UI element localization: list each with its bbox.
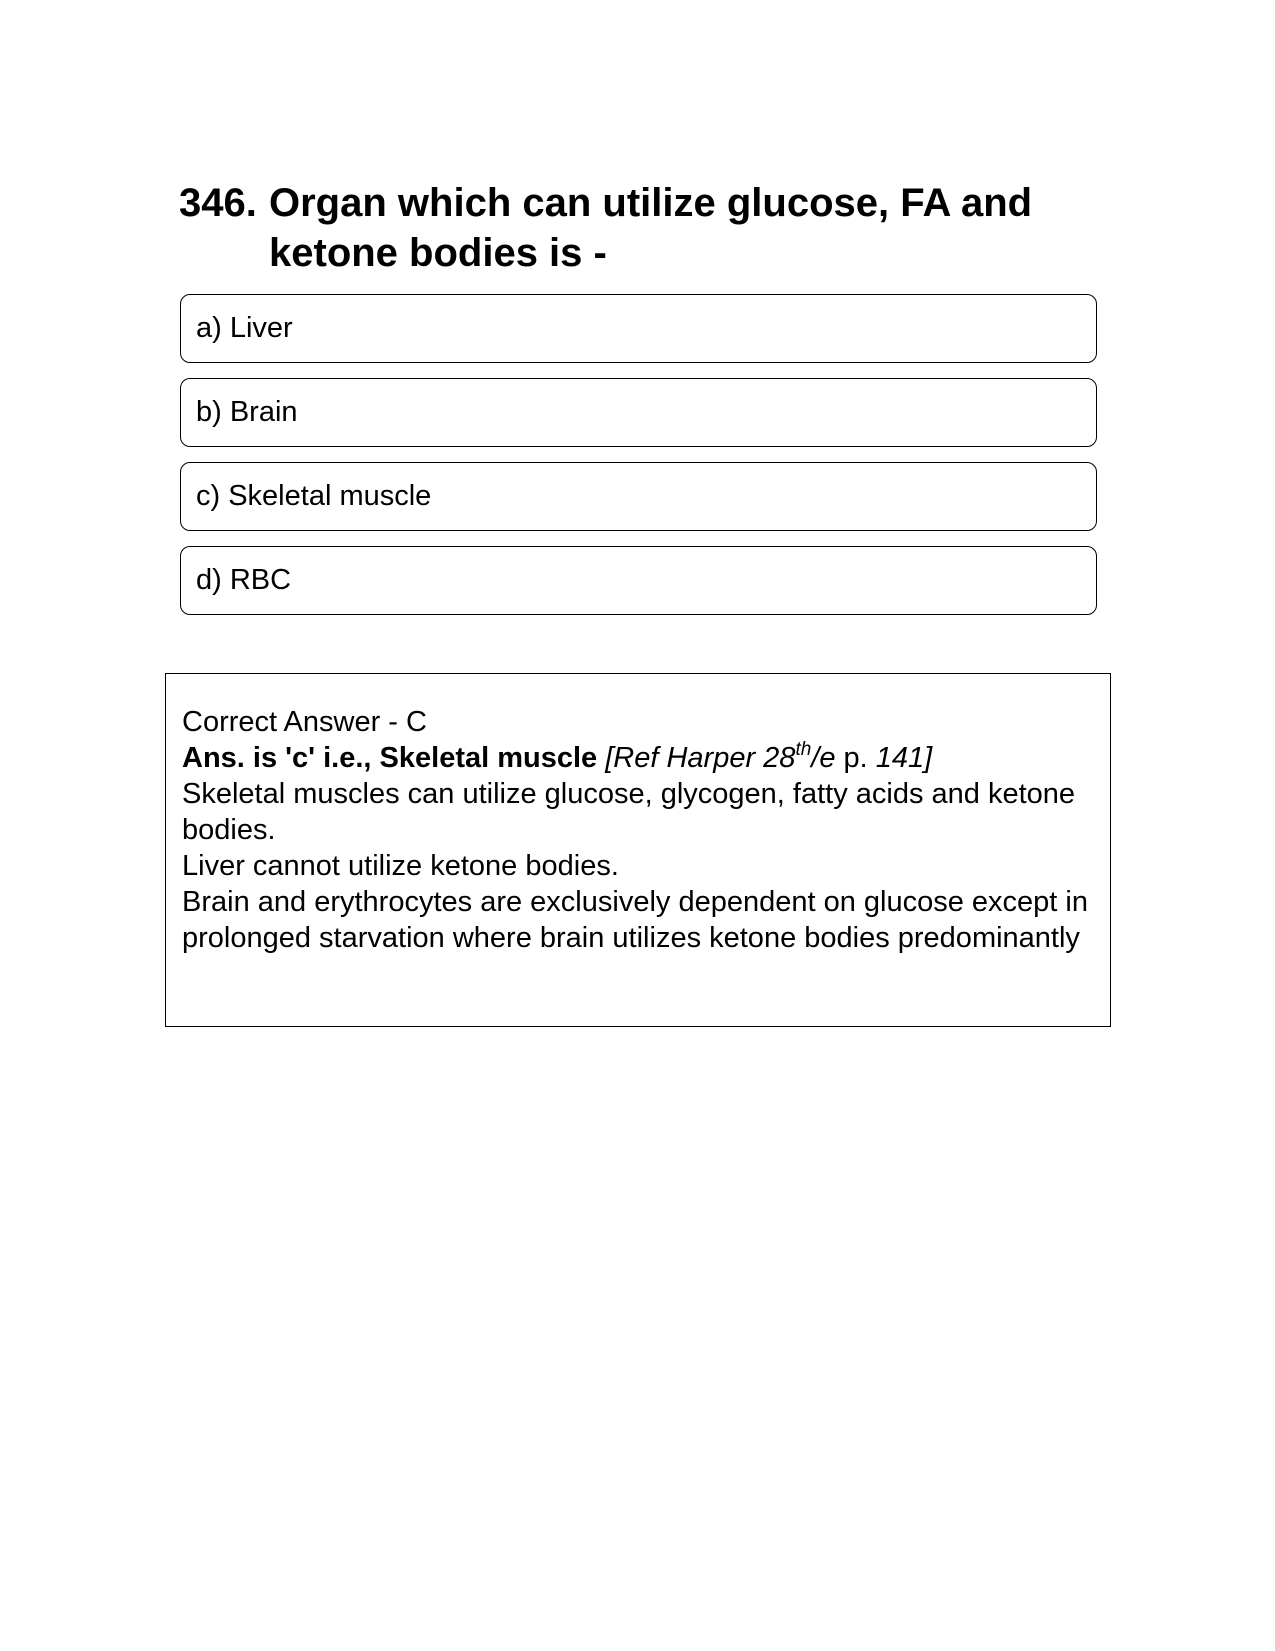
option-a[interactable]: a) Liver	[180, 294, 1097, 363]
reference-open: [Ref Harper 28	[605, 742, 796, 774]
correct-answer-line: Correct Answer - C	[182, 706, 427, 738]
reference-superscript: th	[795, 739, 812, 760]
explanation-line-2: Liver cannot utilize ketone bodies.	[182, 850, 619, 882]
answer-reference-line	[182, 740, 1094, 776]
option-d[interactable]: d) RBC	[180, 546, 1097, 615]
answer-explanation-box	[165, 673, 1111, 1027]
answer-statement: Ans. is 'c' i.e., Skeletal muscle	[182, 742, 598, 774]
reference-page: 141]	[875, 742, 933, 774]
question-text: Organ which can utilize glucose, FA and ketone bodies is -	[269, 181, 1033, 275]
reference-page-prefix: p.	[835, 742, 876, 774]
explanation-line-1: Skeletal muscles can utilize glucose, glycogen, fatty acids and ketone bodies.	[182, 778, 1076, 846]
question-heading	[179, 178, 1099, 278]
question-number: 346.	[179, 181, 257, 225]
option-b[interactable]: b) Brain	[180, 378, 1097, 447]
reference-citation	[605, 739, 836, 774]
options-list	[180, 294, 1097, 630]
reference-edition: /e	[811, 742, 836, 774]
explanation-line-3: Brain and erythrocytes are exclusively dependent on glucose except in prolonged starvation where brain utilizes ketone bodies predominantly	[182, 886, 1088, 954]
option-c[interactable]: c) Skeletal muscle	[180, 462, 1097, 531]
